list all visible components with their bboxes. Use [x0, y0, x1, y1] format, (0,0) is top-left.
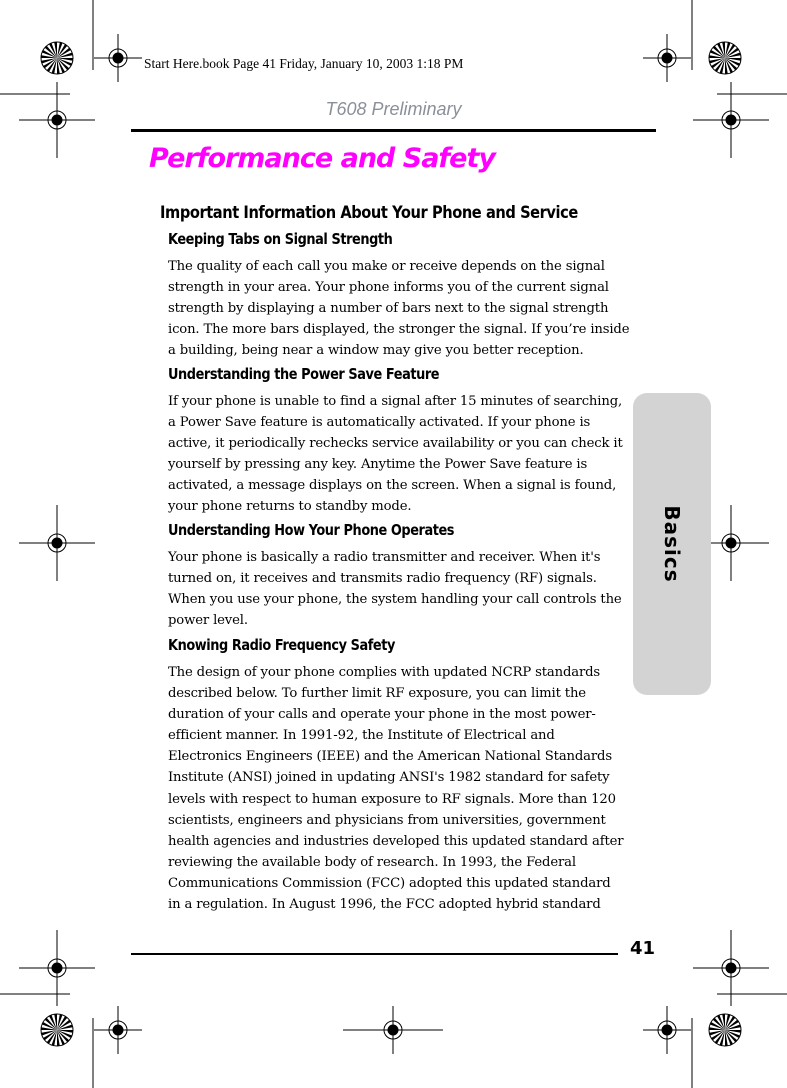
text-line: health agencies and industries developed this updated standard after [168, 833, 624, 849]
star-target-icon [709, 1014, 741, 1046]
text-line: The design of your phone complies with updated NCRP standards [168, 665, 601, 680]
text-line: duration of your calls and operate your phone in the most power- [168, 707, 596, 723]
star-target-icon [41, 1014, 73, 1046]
text-line: your phone returns to standby mode. [168, 499, 412, 515]
text-line: a building, being near a window may give you better reception. [168, 343, 584, 359]
text-line: active, it periodically rechecks service availability or you can check it [168, 436, 623, 452]
text-line: activated, a message displays on the screen. When a signal is found, [168, 478, 617, 494]
text-line: icon. The more bars displayed, the stronger the signal. If you’re inside [168, 322, 630, 338]
text-line: efficient manner. In 1991-92, the Institute of Electrical and [168, 728, 555, 744]
text-line: strength by displaying a number of bars next to the signal strength [168, 301, 609, 317]
page-number: 41 [630, 938, 656, 959]
text-line: reviewing the available body of research. In 1993, the Federal [168, 854, 576, 870]
chapter-title: Performance and Safety [149, 143, 495, 174]
subsection-phone-operates [168, 521, 628, 631]
text-line: strength in your area. Your phone informs you of the current signal [168, 280, 609, 296]
text-line: a Power Save feature is automatically activated. If your phone is [168, 415, 591, 431]
text-line: turned on, it receives and transmits radio frequency (RF) signals. [168, 571, 597, 587]
paragraph [168, 391, 628, 518]
side-tab [633, 393, 711, 695]
subsection-heading: Understanding How Your Phone Operates [168, 521, 455, 539]
text-line: power level. [168, 613, 248, 629]
subsection-heading: Knowing Radio Frequency Safety [168, 636, 395, 654]
text-line: described below. To further limit RF exposure, you can limit the [168, 686, 586, 702]
book-header: Start Here.book Page 41 Friday, January 10, 2003 1:18 PM [144, 56, 464, 71]
text-line: If your phone is unable to find a signal after 15 minutes of searching, [168, 394, 623, 409]
footer-rule [131, 953, 618, 955]
subsection-heading: Understanding the Power Save Feature [168, 365, 440, 383]
text-line: yourself by pressing any key. Anytime the Power Save feature is [168, 457, 588, 473]
text-line: Electronics Engineers (IEEE) and the American National Standards [168, 749, 612, 765]
section-heading: Important Information About Your Phone and Service [160, 203, 578, 223]
text-line: Communications Commission (FCC) adopted this updated standard [168, 875, 611, 891]
subsection-power-save [168, 365, 628, 518]
side-tab-label: Basics [660, 505, 684, 583]
subsection-rf-safety [168, 636, 628, 915]
paragraph [168, 256, 628, 361]
running-head: T608 Preliminary [325, 99, 462, 119]
text-line: When you use your phone, the system handling your call controls the [168, 592, 622, 608]
text-line: levels with respect to human exposure to RF signals. More than 120 [168, 791, 616, 807]
subsection-heading: Keeping Tabs on Signal Strength [168, 230, 393, 248]
paragraph [168, 662, 628, 915]
text-line: The quality of each call you make or receive depends on the signal [168, 259, 605, 274]
star-target-icon [709, 42, 741, 74]
text-line: in a regulation. In August 1996, the FCC adopted hybrid standard [168, 897, 601, 913]
header-rule [131, 129, 656, 132]
text-line: Institute (ANSI) joined in updating ANSI's 1982 standard for safety [168, 770, 610, 786]
star-target-icon [41, 42, 73, 74]
subsection-signal-strength [168, 230, 628, 361]
text-line: scientists, engineers and physicians from universities, government [168, 812, 606, 828]
text-line: Your phone is basically a radio transmitter and receiver. When it's [168, 550, 601, 565]
paragraph [168, 547, 628, 631]
